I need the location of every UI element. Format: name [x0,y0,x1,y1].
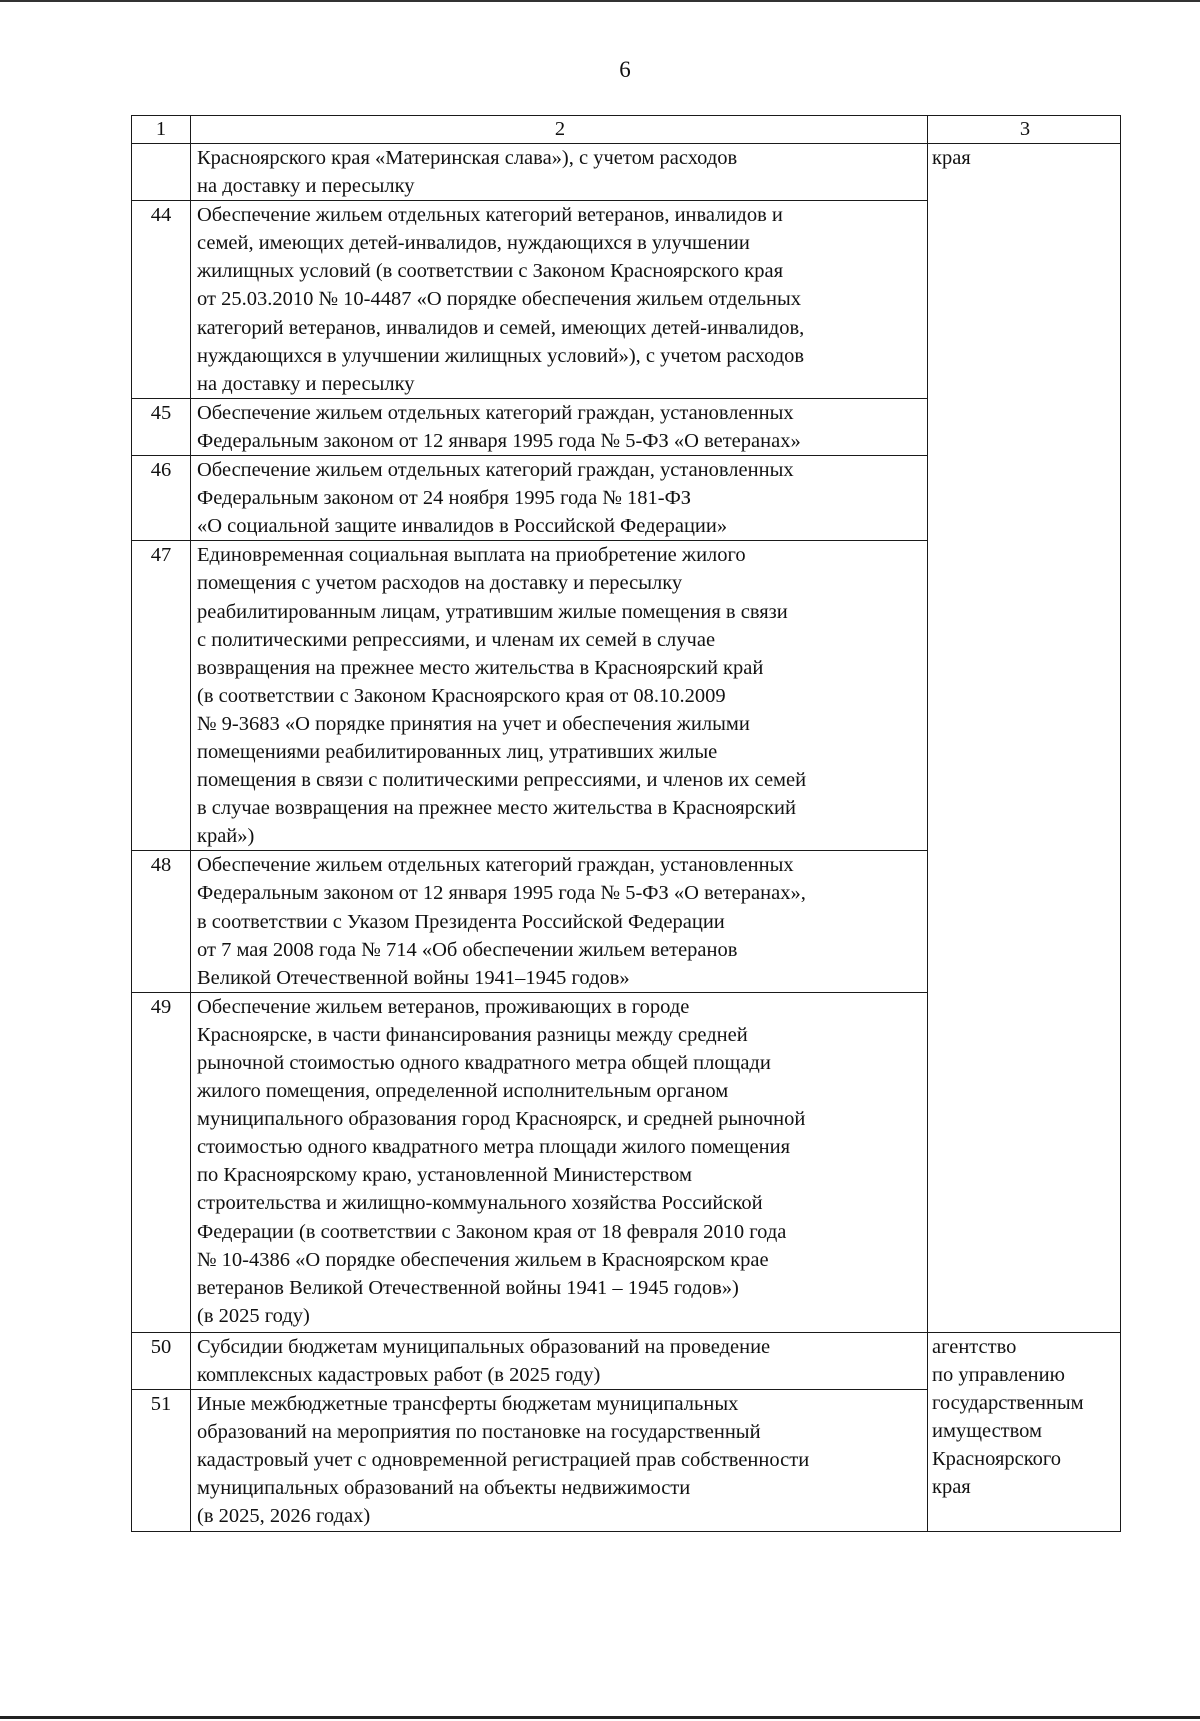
row-text [191,398,928,455]
responsible-body-cell [928,144,1121,1333]
row-number: 46 [132,456,191,541]
row-number: 44 [132,201,191,399]
row-text-content: Обеспечение жильем отдельных категорий граждан, установленных Федеральным законом от 24 ноября 1995 года № 181-ФЗ «О социальной защите инвалидов в Российской Федерации» [197,459,794,538]
row-text-content: Обеспечение жильем ветеранов, проживающих в городе Красноярске, в части финансирования разницы между средней рыночной стоимостью одного квадратного метра общей площади жилого помещения, определенной исполнительным органом муниципального образования город Красноярск, и средней рыночной стоимостью одного квадратного метра площади жилого помещения по Красноярскому краю, установленной Министерством строительства и жилищно-коммунального хозяйства Российской Федерации (в соответствии с Законом края от 18 февраля 2010 года № 10-4386 «О порядке обеспечения жильем в Красноярском крае ветеранов Великой Отечественной войны 1941 – 1945 годов») (в 2025 году) [197,995,806,1327]
row-text [191,1332,928,1389]
page-number: 6 [619,57,631,82]
row-number: 48 [132,851,191,992]
row-number [132,144,191,201]
row-text [191,992,928,1332]
row-number: 50 [132,1332,191,1389]
row-text [191,1390,928,1532]
document-table [131,115,1121,1532]
row-text [191,144,928,201]
row-number: 49 [132,992,191,1332]
row-text-content: Красноярского края «Материнская слава»), с учетом расходов на доставку и пересылку [197,147,738,198]
table-row [132,1332,1121,1389]
row-text [191,456,928,541]
row-text-content: Субсидии бюджетам муниципальных образований на проведение комплексных кадастровых работ (в 2025 году) [197,1335,771,1386]
row-text-content: Иные межбюджетные трансферты бюджетам муниципальных образований на мероприятия по постановке на государственный кадастровый учет с одновременной регистрацией прав собственности муниципальных образований на объекты недвижимости (в 2025, 2026 годах) [197,1393,810,1528]
responsible-body-text: края [932,147,971,169]
table-row-continuation [132,144,1121,201]
page-top-edge [0,0,1200,2]
table-header-row [132,116,1121,144]
header-col-1: 1 [132,116,191,144]
agency-cell [928,1332,1121,1531]
row-text-content: Единовременная социальная выплата на приобретение жилого помещения с учетом расходов на доставку и пересылку реабилитированным лицам, утратившим жилые помещения в связи с политическими репрессиями, и членам их семей в случае возвращения на прежнее место жительства в Красноярский край (в соответствии с Законом Красноярского края от 08.10.2009 № 9-3683 «О порядке принятия на учет и обеспечения жилыми помещениями реабилитированных лиц, утративших жилые помещения в связи с политическими репрессиями, и членов их семей в случае возвращения на прежнее место жительства в Красноярский край») [197,544,807,848]
row-text [191,201,928,399]
page-bottom-edge [0,1716,1200,1719]
header-col-3: 3 [928,116,1121,144]
row-number: 45 [132,398,191,455]
row-text [191,851,928,992]
agency-text: агентство по управлению государственным имуществом Красноярского края [932,1335,1084,1499]
row-text-content: Обеспечение жильем отдельных категорий граждан, установленных Федеральным законом от 12 января 1995 года № 5-ФЗ «О ветеранах», в соответствии с Указом Президента Российской Федерации от 7 мая 2008 года № 714 «Об обеспечении жильем ветеранов Великой Отечественной войны 1941–1945 годов» [197,854,806,989]
row-number: 47 [132,541,191,851]
row-text-content: Обеспечение жильем отдельных категорий граждан, установленных Федеральным законом от 12 января 1995 года № 5-ФЗ «О ветеранах» [197,401,801,452]
row-text [191,541,928,851]
row-number: 51 [132,1390,191,1532]
header-col-2: 2 [191,116,928,144]
row-text-content: Обеспечение жильем отдельных категорий ветеранов, инвалидов и семей, имеющих детей-инвалидов, нуждающихся в улучшении жилищных условий (в соответствии с Законом Красноярского края от 25.03.2010 № 10-4487 «О порядке обеспечения жильем отдельных категорий ветеранов, инвалидов и семей, имеющих детей-инвалидов, нуждающихся в улучшении жилищных условий»), с учетом расходов на доставку и пересылку [197,204,805,395]
